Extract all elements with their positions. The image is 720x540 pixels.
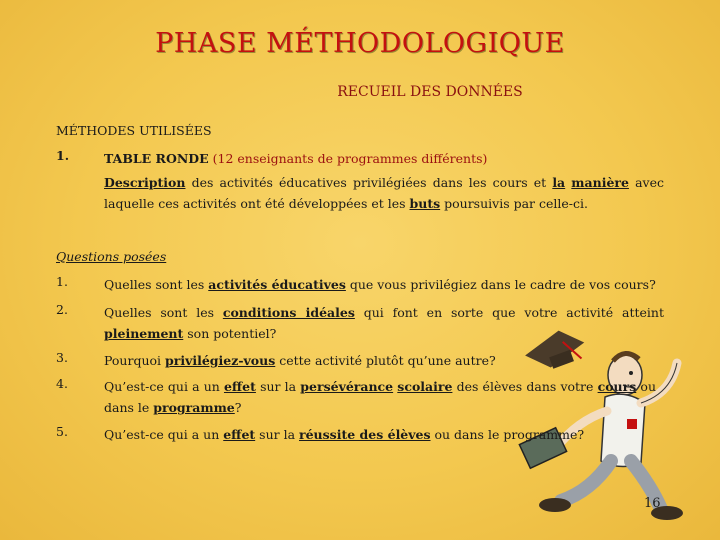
methods-heading: MÉTHODES UTILISÉES (56, 123, 212, 138)
method1-number: 1. (56, 148, 70, 163)
method1-title: TABLE RONDE (12 enseignants de programmes différents) (104, 151, 488, 166)
question-number: 3. (56, 350, 68, 365)
question-number: 4. (56, 376, 68, 391)
question-2: Quelles sont les conditions idéales qui font en sorte que votre activité atteint pleinement son potentiel? (104, 305, 665, 341)
question-5: Qu’est-ce qui a un effet sur la réussite des élèves ou dans le programme? (104, 427, 585, 442)
question-1: Quelles sont les activités éducatives que vous privilégiez dans le cadre de vos cours? (104, 277, 656, 292)
question-number: 5. (56, 424, 68, 439)
page-number: 16 (644, 496, 661, 511)
questions-heading: Questions posées (56, 249, 167, 264)
question-number: 1. (56, 274, 68, 289)
question-4: Qu’est-ce qui a un effet sur la persévérance scolaire des élèves dans votre cours ou dans le programme? (104, 379, 656, 415)
page-title: PHASE MÉTHODOLOGIQUE (155, 28, 565, 59)
subtitle: RECUEIL DES DONNÉES (337, 84, 523, 100)
method1-description: Description des activités éducatives privilégiées dans les cours et la manière avec laquelle ces activités ont été développées et les buts poursuivis par celle-ci. (104, 175, 664, 211)
question-3: Pourquoi privilégiez-vous cette activité plutôt qu’une autre? (104, 353, 496, 368)
running-student-icon (455, 315, 705, 525)
question-number: 2. (56, 302, 68, 317)
